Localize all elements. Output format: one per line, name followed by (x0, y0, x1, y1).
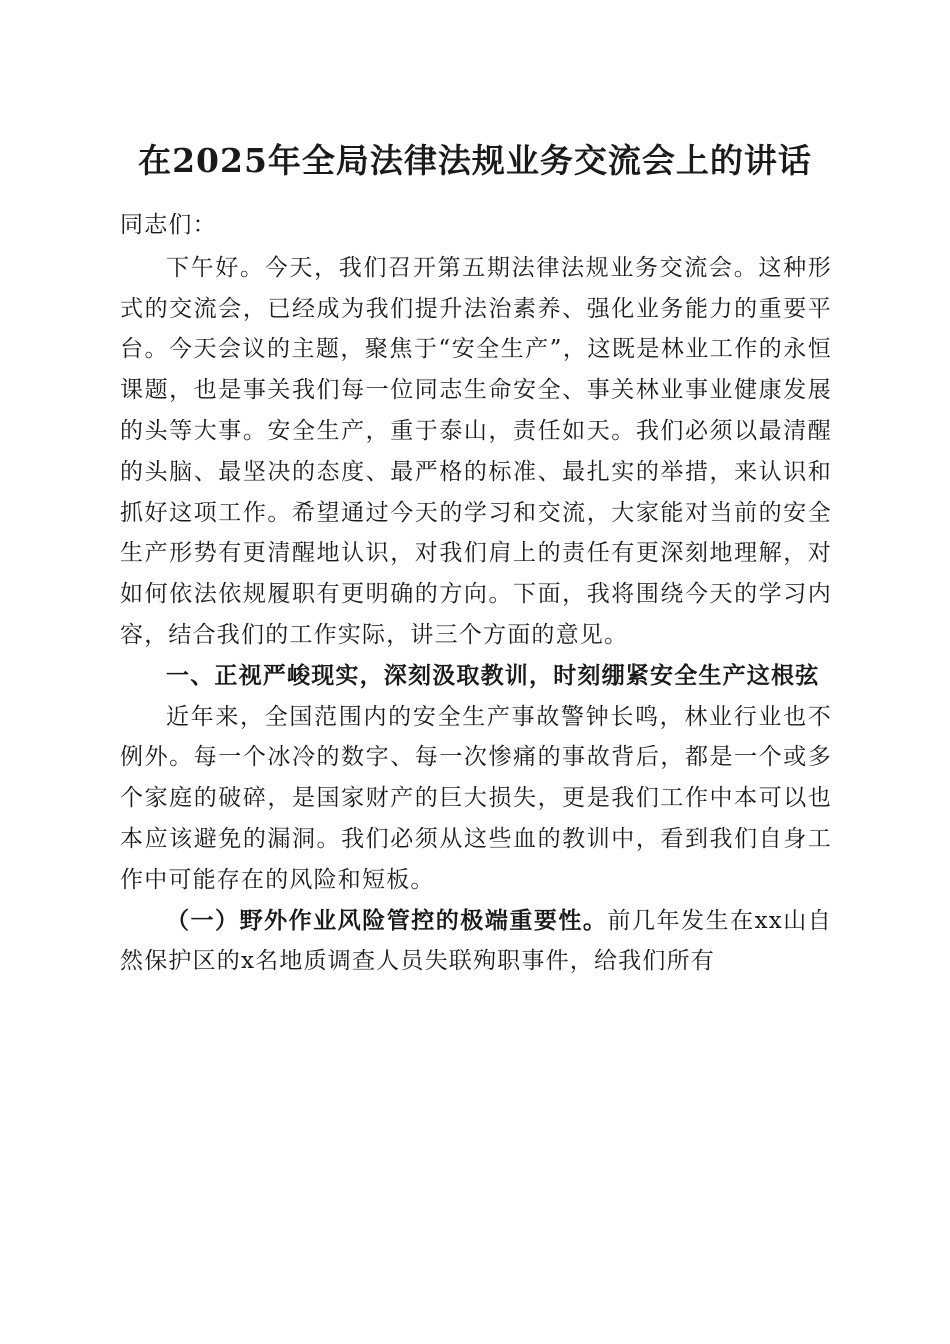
section-1-heading: 一、正视严峻现实，深刻汲取教训，时刻绷紧安全生产这根弦 (166, 662, 820, 689)
subsection-1-paragraph (120, 901, 832, 983)
salutation: 同志们： (120, 212, 217, 238)
subsection-1-text: 前几年发生在xx山自然保护区的x名地质调查人员失联殉职事件，给我们所有 (120, 907, 832, 975)
subsection-1-label: （一）野外作业风险管控的极端重要性。 (166, 906, 608, 934)
intro-paragraph: 下午好。今天，我们召开第五期法律法规业务交流会。这种形式的交流会，已经成为我们提升法治素养、强化业务能力的重要平台。今天会议的主题，聚焦于“安全生产”，这既是林业工作的永恒课题，也是事关我们每一位同志生命安全、事关林业事业健康发展的头等大事。安全生产，重于泰山，责任如天。我们必须以最清醒的头脑、最坚决的态度、最严格的标准、最扎实的举措，来认识和抓好这项工作。希望通过今天的学习和交流，大家能对当前的安全生产形势有更清醒地认识，对我们肩上的责任有更深刻地理解，对如何依法依规履职有更明确的方向。下面，我将围绕今天的学习内容，结合我们的工作实际，讲三个方面的意见。 (120, 254, 832, 648)
document-title: 在2025年全局法律法规业务交流会上的讲话 (138, 141, 812, 180)
section-1-paragraph: 近年来，全国范围内的安全生产事故警钟长鸣，林业行业也不例外。每一个冰冷的数字、每一次惨痛的事故背后，都是一个或多个家庭的破碎，是国家财产的巨大损失，更是我们工作中本可以也本应该避免的漏洞。我们必须从这些血的教训中，看到我们自身工作中可能存在的风险和短板。 (120, 703, 832, 893)
document-body (120, 205, 832, 982)
